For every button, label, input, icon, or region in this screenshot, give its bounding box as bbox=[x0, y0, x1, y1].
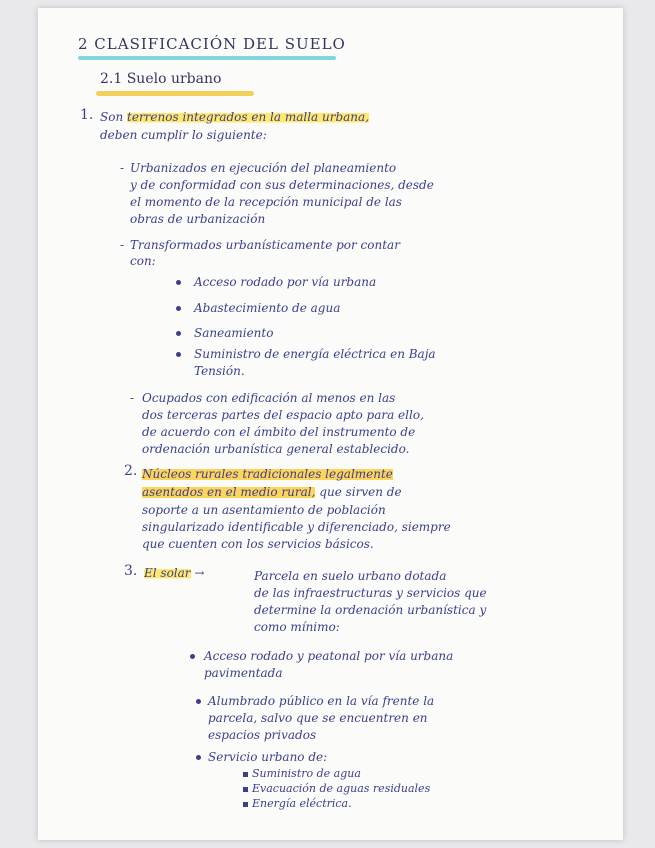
item1-line1-pre: Son bbox=[100, 110, 124, 124]
item2-line4: singularizado identificable y diferenciado, siempre bbox=[142, 520, 451, 534]
item2-line2-rest: que sirven de bbox=[319, 485, 402, 499]
item3-line1: Parcela en suelo urbano dotada bbox=[254, 569, 447, 583]
item2-line2 bbox=[142, 484, 402, 500]
dash2-line2: con: bbox=[130, 254, 156, 268]
item2-line1 bbox=[142, 466, 393, 482]
bullet-item: Suministro de energía eléctrica en Baja bbox=[194, 347, 436, 361]
dash-marker: - bbox=[130, 391, 135, 405]
item3-label bbox=[144, 565, 204, 581]
dash3-line3: de acuerdo con el ámbito del instrumento de bbox=[142, 425, 416, 439]
sub-item: Energía eléctrica. bbox=[252, 797, 352, 810]
item2-line3: soporte a un asentamiento de población bbox=[142, 503, 386, 517]
bullet-item: Acceso rodado por vía urbana bbox=[194, 275, 377, 289]
bullet-dot bbox=[196, 699, 201, 704]
square-bullet bbox=[243, 802, 248, 807]
bullet-dot bbox=[176, 306, 181, 311]
sub-item: Evacuación de aguas residuales bbox=[252, 782, 431, 795]
subtitle-underline bbox=[96, 91, 254, 96]
dash3-line1: Ocupados con edificación al menos en las bbox=[142, 391, 396, 405]
item3-line2: de las infraestructuras y servicios que bbox=[254, 586, 487, 600]
item1-line2: deben cumplir lo siguiente: bbox=[100, 128, 267, 142]
square-bullet bbox=[243, 772, 248, 777]
item3-bullet1-line2: pavimentada bbox=[204, 666, 283, 680]
item3-bullet3-line1: Servicio urbano de: bbox=[208, 750, 328, 764]
item3-highlight: El solar bbox=[144, 566, 191, 580]
item1-highlight: terrenos integrados en la malla urbana, bbox=[127, 110, 370, 124]
item2-highlight-2: asentados en el medio rural, bbox=[142, 485, 316, 499]
item3-bullet2-line3: espacios privados bbox=[208, 728, 317, 742]
item-number-1: 1. bbox=[80, 107, 94, 123]
dash1-line1: Urbanizados en ejecución del planeamiento bbox=[130, 161, 397, 175]
arrow-icon: → bbox=[194, 566, 205, 580]
subsection-title: 2.1 Suelo urbano bbox=[100, 71, 222, 87]
bullet-item-continued: Tensión. bbox=[194, 364, 245, 378]
dash1-line2: y de conformidad con sus determinaciones, desde bbox=[130, 178, 434, 192]
dash3-line2: dos terceras partes del espacio apto para ello, bbox=[142, 408, 424, 422]
item-number-2: 2. bbox=[124, 463, 138, 479]
dash3-line4: ordenación urbanística general establecido. bbox=[142, 442, 410, 456]
bullet-dot bbox=[176, 331, 181, 336]
dash2-line1: Transformados urbanísticamente por contar bbox=[130, 238, 400, 252]
item1-line1 bbox=[100, 109, 369, 125]
item3-bullet2-line2: parcela, salvo que se encuentren en bbox=[208, 711, 428, 725]
bullet-dot bbox=[176, 352, 181, 357]
section-title: 2 CLASIFICACIÓN DEL SUELO bbox=[78, 35, 346, 53]
sub-item: Suministro de agua bbox=[252, 767, 361, 780]
item3-bullet2-line1: Alumbrado público en la vía frente la bbox=[208, 694, 435, 708]
dash-marker: - bbox=[120, 238, 125, 252]
dash1-line4: obras de urbanización bbox=[130, 212, 266, 226]
item3-line4: como mínimo: bbox=[254, 620, 340, 634]
item2-line5: que cuenten con los servicios básicos. bbox=[142, 537, 374, 551]
item3-line3: determine la ordenación urbanística y bbox=[254, 603, 487, 617]
bullet-item: Saneamiento bbox=[194, 326, 274, 340]
item2-highlight-1: Núcleos rurales tradicionales legalmente bbox=[142, 467, 393, 481]
bullet-dot bbox=[176, 280, 181, 285]
dash1-line3: el momento de la recepción municipal de las bbox=[130, 195, 402, 209]
square-bullet bbox=[243, 787, 248, 792]
bullet-dot bbox=[190, 654, 195, 659]
item-number-3: 3. bbox=[124, 563, 138, 579]
item3-bullet1-line1: Acceso rodado y peatonal por vía urbana bbox=[204, 649, 454, 663]
title-underline bbox=[78, 56, 336, 60]
dash-marker: - bbox=[120, 161, 125, 175]
bullet-item: Abastecimiento de agua bbox=[194, 301, 341, 315]
bullet-dot bbox=[196, 755, 201, 760]
notebook-page bbox=[38, 8, 623, 840]
